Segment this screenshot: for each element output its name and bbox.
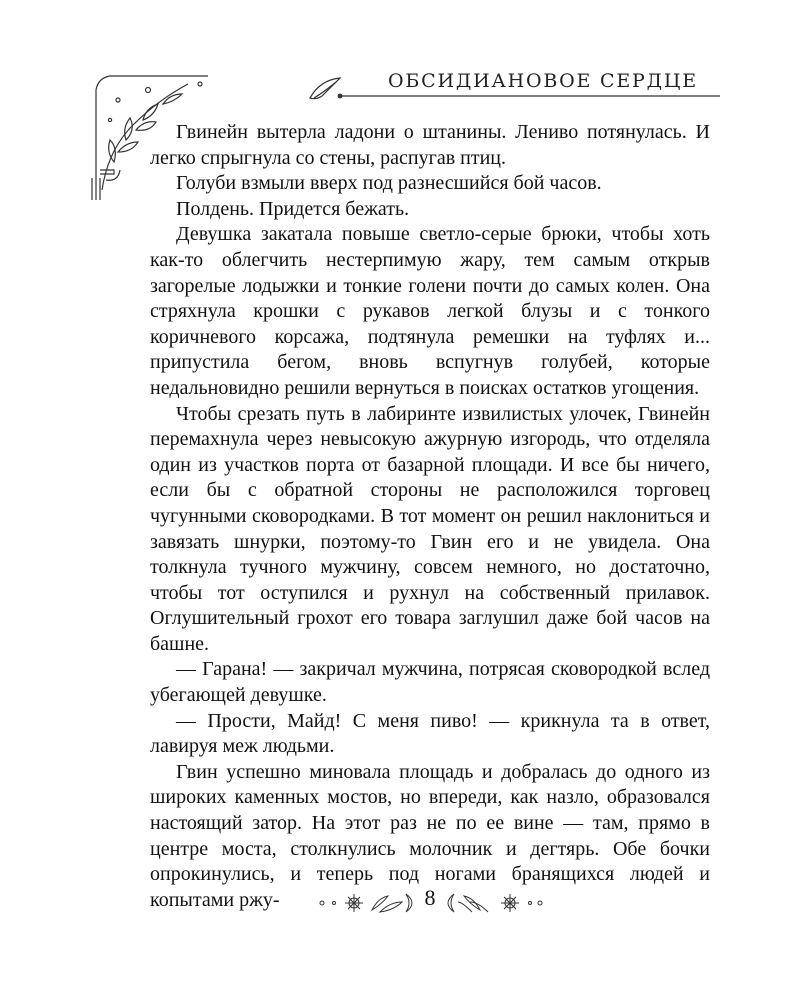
body-text [150, 120, 710, 913]
paragraph: Гвинейн вытерла ладони о штанины. Лениво потянулась. И легко спрыгнула со стены, распугав птиц. [150, 121, 710, 169]
paragraph: — Прости, Майд! С меня пиво! — крикнула та в ответ, лавируя меж людьми. [150, 709, 710, 758]
paragraph: Голуби взмыли вверх под разнесшийся бой часов. [176, 172, 602, 195]
paragraph: Девушка закатала повыше светло-серые брюки, чтобы хоть как-то облегчить нестерпимую жару, тем самым открыв загорелые лодыжки и тонкие голени почти до самых колен. Она стряхнула крошки с рукавов легкой блузы и с тонкого коричневого корсажа, подтянула ремешки на туфлях и... припустила бегом, вновь вспугнув голубей, которые недальновидно решили вернуться в поисках остатков угощения. [150, 223, 710, 399]
running-title: ОБСИДИАНОВОЕ СЕРДЦЕ [388, 70, 698, 92]
page-number: 8 [424, 885, 436, 910]
paragraph: Гвин успешно миновала площадь и добралась до одного из широких каменных мостов, но впереди, как назло, образовался настоящий затор. На этот раз не по ее вине — там, прямо в центре моста, столкнулись молочник и дегтярь. Обе бочки опрокинулись, и теперь под ногами бранящихся людей и копытами ржу- [150, 760, 710, 911]
paragraph: Полдень. Придется бежать. [176, 197, 410, 220]
footer-ornament-right-icon [440, 888, 550, 918]
paragraph: Чтобы срезать путь в лабиринте извилистых улочек, Гвинейн перемахнула через невысокую ажурную изгородь, что отделяла один из участков порта от базарной площади. И все бы ничего, если бы с обратной стороны не расположился торговец чугунными сковородками. В тот момент он решил наклониться и завязать шнурки, поэтому-то Гвин его и не увидела. Она толкнула тучного мужчину, совсем немного, но достаточно, чтобы тот оступился и рухнул на собственный прилавок. Оглушительный грохот его товара заглушил даже бой часов на башне. [150, 402, 710, 655]
paragraph: — Гарана! — закричал мужчина, потрясая сковородкой вслед убегающей девушке. [150, 658, 710, 707]
footer-ornament-left-icon [310, 888, 420, 918]
